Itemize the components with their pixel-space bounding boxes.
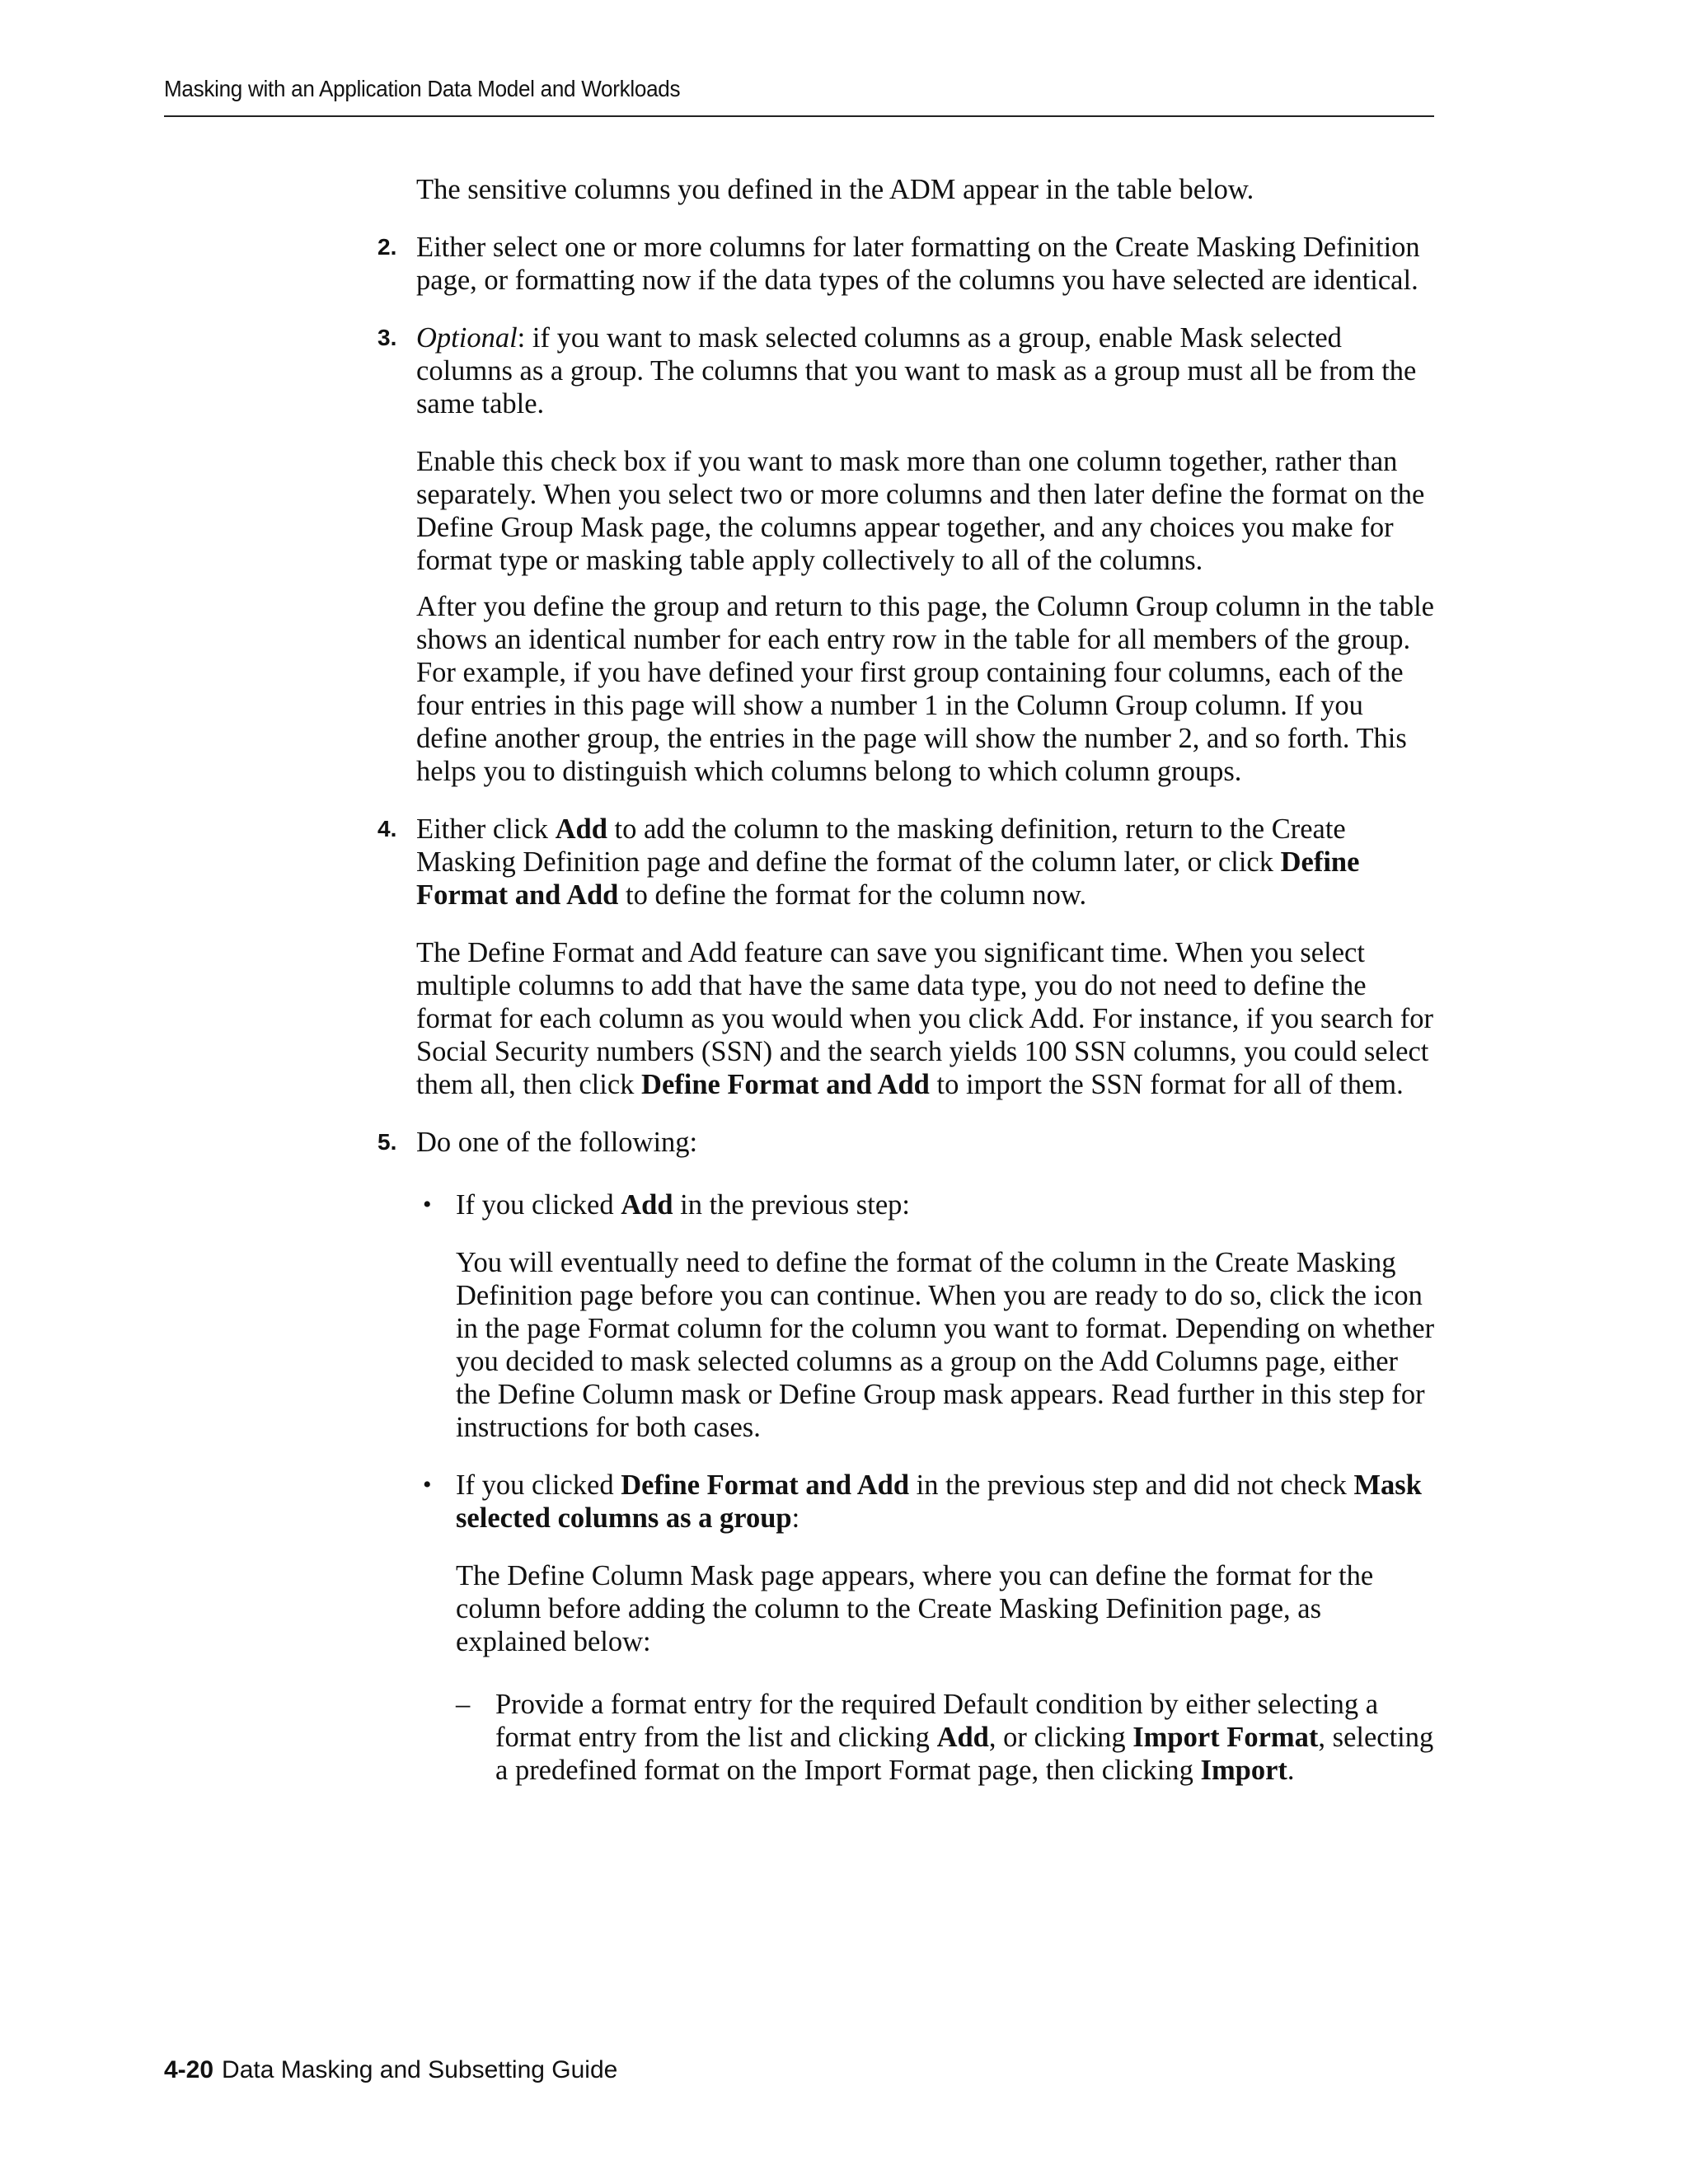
bullet-item-text: If you clicked Add in the previous step: bbox=[456, 1189, 910, 1221]
step-2-text: Either select one or more columns for later formatting on the Create Masking Definition page, or formatting now if the data types of the columns you have selected are identical. bbox=[416, 232, 1420, 296]
step-4-paragraph-2: The Define Format and Add feature can save you significant time. When you select multiple columns to add that have the same data type, you do not need to define the format for each column as you would when you click Add. For instance, if you search for Social Security numbers (SSN) and the search yields 100 SSN columns, you could select them all, then click Define Format and Add to import the SSN format for all of them. bbox=[416, 937, 1433, 1100]
bullet-item-add bbox=[423, 1188, 1438, 1444]
step-3-paragraph-2: After you define the group and return to this page, the Column Group column in the table shows an identical number for each entry row in the table for all members of the group. For example, if you have defined your first group containing four columns, each of the four entries in this page will show a number 1 in the Column Group column. If you define another group, the entries in the page will show the number 2, and so forth. This helps you to distinguish which columns belong to which column groups. bbox=[416, 591, 1434, 787]
step-number: 3. bbox=[377, 325, 397, 350]
step-4-text: Either click Add to add the column to the masking definition, return to the Create Masking Definition page and define the format of the column later, or click Define Format and Add to define the format for the column now. bbox=[416, 813, 1360, 911]
dash-list bbox=[456, 1688, 1438, 1787]
header-rule bbox=[164, 115, 1434, 117]
body-content bbox=[377, 173, 1438, 1787]
dash-mark: – bbox=[456, 1689, 471, 1720]
book-title: Data Masking and Subsetting Guide bbox=[222, 2056, 618, 2083]
step-number: 2. bbox=[377, 234, 397, 260]
step-2 bbox=[377, 231, 1438, 297]
page-number: 4-20 bbox=[164, 2056, 214, 2083]
running-header: Masking with an Application Data Model and Workloads bbox=[164, 76, 681, 101]
bullet-item-text: If you clicked Define Format and Add in the previous step and did not check Mask selected columns as a group: bbox=[456, 1469, 1422, 1534]
step-3-paragraph-1: Enable this check box if you want to mask more than one column together, rather than separately. When you select two or more columns and then later define the format on the Define Group Mask page, the columns appear together, and any choices you make for format type or masking table apply collectively to all of the columns. bbox=[416, 446, 1425, 576]
bullet-mark: • bbox=[423, 1471, 432, 1498]
step-number: 5. bbox=[377, 1129, 397, 1155]
step-5-text: Do one of the following: bbox=[416, 1127, 698, 1158]
dash-item-text: Provide a format entry for the required Default condition by either selecting a format entry from the list and clicking Add, or clicking Import Format, selecting a predefined format on the Import Format page, then clicking Import. bbox=[495, 1689, 1434, 1786]
bullet-mark: • bbox=[423, 1191, 432, 1218]
bullet-list bbox=[423, 1188, 1438, 1658]
dash-item bbox=[456, 1688, 1438, 1787]
step-4 bbox=[377, 813, 1438, 1101]
page-footer bbox=[164, 2056, 617, 2084]
step-3-text: Optional: if you want to mask selected columns as a group, enable Mask selected columns as a group. The columns that you want to mask as a group must all be from the same table. bbox=[416, 322, 1417, 419]
step-3 bbox=[377, 321, 1438, 788]
step-5 bbox=[377, 1126, 1438, 1787]
bullet-item-paragraph: You will eventually need to define the format of the column in the Create Masking Definition page before you can continue. When you are ready to do so, click the icon in the page Format column for the column you want to format. Depending on whether you decided to mask selected columns as a group on the Add Columns page, either the Define Column mask or Define Group mask appears. Read further in this step for instructions for both cases. bbox=[456, 1247, 1435, 1443]
optional-label: Optional bbox=[416, 322, 518, 354]
bullet-item-define-format bbox=[423, 1469, 1438, 1658]
bullet-item-paragraph: The Define Column Mask page appears, where you can define the format for the column before adding the column to the Create Masking Definition page, as explained below: bbox=[456, 1560, 1374, 1657]
intro-paragraph: The sensitive columns you defined in the ADM appear in the table below. bbox=[416, 174, 1254, 205]
step-number: 4. bbox=[377, 816, 397, 841]
